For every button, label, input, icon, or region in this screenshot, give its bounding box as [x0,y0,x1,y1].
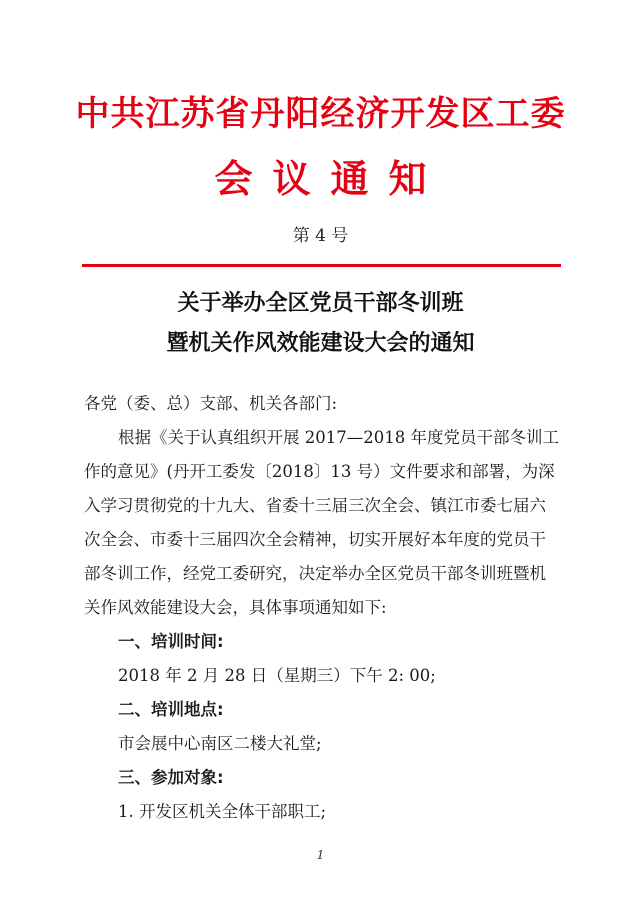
page-number: 1 [316,848,325,862]
section-1-content: 2018 年 2 月 28 日（星期三）下午 2: 00; [118,666,436,685]
paragraph-line: 作的意见》(丹开工委发〔2018〕13 号）文件要求和部署，为深 [84,462,555,481]
document-title-line-2: 暨机关作风效能建设大会的通知 [166,330,475,356]
issue-number: 第 4 号 [292,226,349,246]
paragraph-line: 入学习贯彻党的十九大、省委十三届三次全会、镇江市委七届六 [84,496,546,515]
paragraph-line: 根据《关于认真组织开展 2017—2018 年度党员干部冬训工 [118,428,559,447]
section-1-heading: 一、培训时间: [118,632,224,651]
salutation: 各党（委、总）支部、机关各部门: [84,394,338,413]
paragraph-line: 部冬训工作，经党工委研究，决定举办全区党员干部冬训班暨机 [84,564,546,583]
red-divider-line [82,264,561,267]
document-title-line-1: 关于举办全区党员干部冬训班 [177,290,464,316]
section-2-heading: 二、培训地点: [118,700,224,719]
section-3-heading: 三、参加对象: [118,768,224,787]
section-3-item-1: 1. 开发区机关全体干部职工; [118,802,327,821]
notice-title: 会议通知 [214,156,447,201]
paragraph-line: 关作风效能建设大会，具体事项通知如下: [84,598,387,617]
section-2-content: 市会展中心南区二楼大礼堂; [118,734,322,753]
org-title: 中共江苏省丹阳经济开发区工委 [75,94,566,134]
paragraph-line: 次全会、市委十三届四次全会精神，切实开展好本年度的党员干 [84,530,546,549]
